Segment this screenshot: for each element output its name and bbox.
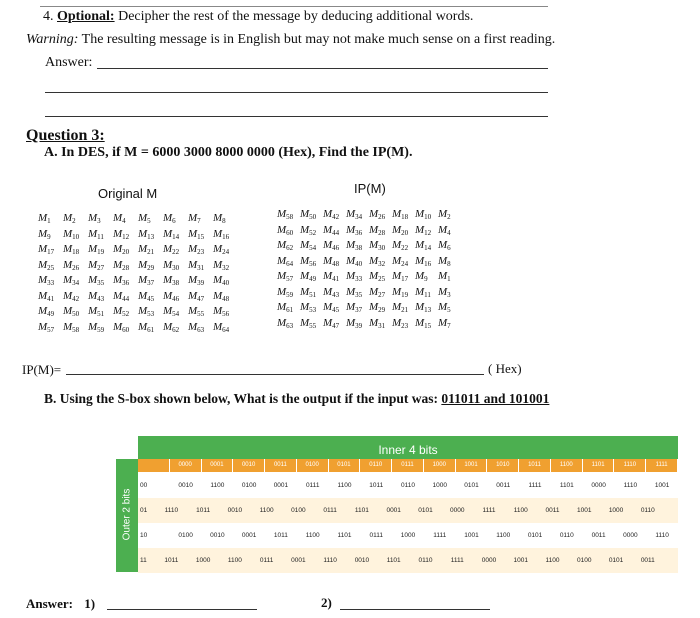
sbox-cell: 0011 bbox=[496, 482, 511, 489]
original-m-cell: $M_{60}$ bbox=[113, 320, 130, 334]
original-m-cell: $M_{53}$ bbox=[138, 305, 155, 318]
sbox-cell: 1100 bbox=[545, 557, 560, 564]
original-m-label: Original M bbox=[98, 186, 158, 201]
ip-m-cell: $M_{50}$ bbox=[300, 208, 317, 221]
sbox-cell: 1100 bbox=[496, 532, 511, 539]
sbox-cell: 0101 bbox=[527, 532, 543, 539]
sbox-cell: 0010 bbox=[210, 532, 225, 539]
sbox-row bbox=[138, 498, 678, 523]
original-m-cell: $M_{38}$ bbox=[163, 274, 180, 287]
top-rule bbox=[40, 6, 548, 7]
sbox-cell: 0001 bbox=[241, 532, 257, 539]
original-m-cell: $M_{63}$ bbox=[188, 320, 205, 334]
outer-bits-bar bbox=[116, 459, 138, 572]
ip-m-cell: $M_{63}$ bbox=[277, 316, 294, 330]
original-m-cell: $M_{41}$ bbox=[38, 289, 55, 303]
q3b-prefix: B. Using the S-box shown below, What is the output if the input was: bbox=[44, 391, 438, 406]
ip-m-cell: $M_{52}$ bbox=[300, 223, 317, 237]
sbox-cell: 1011 bbox=[196, 507, 211, 514]
sbox-cell: 1001 bbox=[464, 532, 479, 539]
original-m-cell: $M_{35}$ bbox=[88, 274, 105, 287]
ip-m-cell: $M_{10}$ bbox=[415, 208, 432, 221]
sbox-column-header: 1110 bbox=[614, 459, 645, 472]
ip-m-cell: $M_{35}$ bbox=[346, 285, 363, 299]
original-m-cell: $M_{40}$ bbox=[213, 274, 230, 287]
sbox-column-header: 1010 bbox=[487, 459, 518, 472]
original-m-cell: $M_3$ bbox=[88, 212, 101, 225]
original-m-cell: $M_5$ bbox=[138, 212, 151, 225]
sbox-column-header: 1111 bbox=[646, 459, 677, 472]
original-m-cell: $M_8$ bbox=[213, 212, 226, 225]
ip-m-cell: $M_{12}$ bbox=[415, 223, 432, 237]
ip-m-cell: $M_{42}$ bbox=[323, 208, 340, 221]
question-3b-text bbox=[44, 391, 549, 407]
original-m-cell: $M_{14}$ bbox=[163, 227, 180, 241]
sbox-cell: 0000 bbox=[449, 507, 465, 514]
ip-m-cell: $M_{28}$ bbox=[369, 223, 386, 237]
original-m-cell: $M_{16}$ bbox=[213, 227, 230, 241]
sbox-cell: 1101 bbox=[337, 532, 352, 539]
original-m-cell: $M_{39}$ bbox=[188, 274, 205, 287]
ip-m-cell: $M_{24}$ bbox=[392, 254, 409, 268]
sbox-cell: 1111 bbox=[433, 532, 447, 539]
question-4 bbox=[43, 9, 473, 25]
sbox-cell: 0000 bbox=[591, 482, 606, 489]
ip-m-cell: $M_{57}$ bbox=[277, 270, 294, 283]
original-m-cell: $M_{51}$ bbox=[88, 305, 105, 318]
sbox-cell: 0111 bbox=[259, 557, 274, 564]
sbox-corner bbox=[138, 459, 169, 472]
original-m-cell: $M_{27}$ bbox=[88, 258, 105, 272]
q4-answer-line-3[interactable] bbox=[45, 116, 548, 117]
sbox-cell: 1000 bbox=[608, 507, 624, 514]
original-m-cell: $M_{29}$ bbox=[138, 258, 155, 272]
ip-m-cell: $M_{33}$ bbox=[346, 270, 363, 283]
ip-m-cell: $M_{30}$ bbox=[369, 239, 386, 252]
original-m-cell: $M_7$ bbox=[188, 212, 201, 225]
sbox-cell: 1110 bbox=[323, 557, 337, 564]
ip-m-cell: $M_{25}$ bbox=[369, 270, 386, 283]
original-m-cell: $M_{64}$ bbox=[213, 320, 230, 334]
original-m-cell: $M_1$ bbox=[38, 212, 51, 225]
ip-m-cell: $M_{55}$ bbox=[300, 316, 317, 330]
sbox-column-header: 1001 bbox=[456, 459, 487, 472]
ip-m-cell: $M_{16}$ bbox=[415, 254, 432, 268]
sbox-row-label: 00 bbox=[140, 482, 148, 489]
question-3a-text: A. In DES, if M = 6000 3000 8000 0000 (Hex), Find the IP(M). bbox=[44, 145, 413, 160]
sbox-cell: 1000 bbox=[195, 557, 211, 564]
ip-m-cell: $M_{17}$ bbox=[392, 270, 409, 283]
sbox-cell: 1100 bbox=[259, 507, 274, 514]
s-box-table bbox=[116, 436, 678, 578]
sbox-cell: 1100 bbox=[305, 532, 320, 539]
sbox-cell: 1101 bbox=[354, 507, 369, 514]
warning bbox=[26, 32, 555, 48]
ip-m-cell: $M_{61}$ bbox=[277, 301, 294, 314]
sbox-cell: 1101 bbox=[559, 482, 574, 489]
ip-m-label: IP(M) bbox=[354, 181, 386, 196]
original-m-cell: $M_{25}$ bbox=[38, 258, 55, 272]
original-m-cell: $M_{31}$ bbox=[188, 258, 205, 272]
original-m-cell: $M_{36}$ bbox=[113, 274, 130, 287]
sbox-column-header: 0101 bbox=[329, 459, 360, 472]
ip-m-cell: $M_{56}$ bbox=[300, 254, 317, 268]
ip-m-cell: $M_{20}$ bbox=[392, 223, 409, 237]
original-m-cell: $M_{15}$ bbox=[188, 227, 205, 241]
original-m-cell: $M_{52}$ bbox=[113, 305, 130, 318]
ip-m-cell: $M_7$ bbox=[438, 316, 451, 330]
sbox-cell: 0100 bbox=[178, 532, 193, 539]
sbox-column-header: 1101 bbox=[583, 459, 614, 472]
ip-m-cell: $M_{15}$ bbox=[415, 316, 432, 330]
sbox-cell: 0000 bbox=[481, 557, 497, 564]
answer-2-line[interactable] bbox=[340, 609, 490, 610]
ip-m-matrix bbox=[277, 208, 497, 338]
sbox-cell: 0110 bbox=[418, 557, 433, 564]
ip-m-cell: $M_{62}$ bbox=[277, 239, 294, 252]
ip-m-cell: $M_{34}$ bbox=[346, 208, 363, 221]
original-m-cell: $M_{32}$ bbox=[213, 258, 230, 272]
original-m-cell: $M_{54}$ bbox=[163, 305, 180, 318]
original-m-cell: $M_{55}$ bbox=[188, 305, 205, 318]
ip-m-cell: $M_{27}$ bbox=[369, 285, 386, 299]
ip-m-cell: $M_{22}$ bbox=[392, 239, 409, 252]
original-m-cell: $M_{24}$ bbox=[213, 243, 230, 256]
sbox-cell: 0011 bbox=[640, 557, 655, 564]
q4-answer-line-2[interactable] bbox=[45, 92, 548, 93]
original-m-cell: $M_{11}$ bbox=[88, 227, 104, 241]
sbox-row-label: 01 bbox=[140, 507, 148, 514]
sbox-cell: 1111 bbox=[482, 507, 496, 514]
sbox-cell: 0001 bbox=[291, 557, 306, 564]
answer-1-num: 1) bbox=[84, 596, 96, 611]
sbox-cell: 0000 bbox=[623, 532, 638, 539]
sbox-cell: 1011 bbox=[273, 532, 288, 539]
ip-m-cell: $M_6$ bbox=[438, 239, 451, 252]
ip-m-cell: $M_{11}$ bbox=[415, 285, 431, 299]
ip-m-cell: $M_{41}$ bbox=[323, 270, 340, 283]
sbox-cell: 0100 bbox=[241, 482, 257, 489]
sbox-cell: 1111 bbox=[450, 557, 464, 564]
original-m-cell: $M_{21}$ bbox=[138, 243, 155, 256]
question-3-title: Question 3: bbox=[26, 127, 105, 144]
original-m-cell: $M_{45}$ bbox=[138, 289, 155, 303]
q4-number: 4. bbox=[43, 9, 54, 24]
ip-m-cell: $M_{39}$ bbox=[346, 316, 363, 330]
sbox-cell: 0010 bbox=[227, 507, 243, 514]
original-m-cell: $M_{46}$ bbox=[163, 289, 180, 303]
ip-m-cell: $M_{23}$ bbox=[392, 316, 409, 330]
original-m-cell: $M_{42}$ bbox=[63, 289, 80, 303]
sbox-cell: 0100 bbox=[291, 507, 306, 514]
ip-m-cell: $M_{59}$ bbox=[277, 285, 294, 299]
original-m-cell: $M_{57}$ bbox=[38, 320, 55, 334]
ip-m-cell: $M_{51}$ bbox=[300, 285, 317, 299]
ip-m-cell: $M_3$ bbox=[438, 285, 451, 299]
ip-m-cell: $M_{32}$ bbox=[369, 254, 386, 268]
ip-m-cell: $M_1$ bbox=[438, 270, 451, 283]
sbox-row bbox=[138, 473, 678, 498]
ipm-answer-line[interactable] bbox=[66, 374, 484, 375]
sbox-cell: 0011 bbox=[591, 532, 606, 539]
original-m-cell: $M_{12}$ bbox=[113, 227, 130, 241]
sbox-cell: 1100 bbox=[337, 482, 352, 489]
original-m-cell: $M_{56}$ bbox=[213, 305, 230, 318]
sbox-cell: 1001 bbox=[513, 557, 528, 564]
original-m-cell: $M_{62}$ bbox=[163, 320, 180, 334]
answer-1-line[interactable] bbox=[107, 609, 257, 610]
sbox-cell: 0111 bbox=[305, 482, 320, 489]
sbox-column-header: 0110 bbox=[360, 459, 391, 472]
ip-m-cell: $M_{46}$ bbox=[323, 239, 340, 252]
ip-m-cell: $M_{13}$ bbox=[415, 301, 432, 314]
original-m-cell: $M_{44}$ bbox=[113, 289, 130, 303]
sbox-column-header: 1011 bbox=[519, 459, 550, 472]
sbox-column-header: 0100 bbox=[297, 459, 328, 472]
sbox-cell: 1110 bbox=[623, 482, 638, 489]
sbox-column-header: 1000 bbox=[424, 459, 455, 472]
original-m-cell: $M_{58}$ bbox=[63, 320, 80, 334]
sbox-row-label: 11 bbox=[140, 557, 147, 564]
outer-bits-label: Outer 2 bits bbox=[121, 488, 133, 541]
sbox-cell: 1011 bbox=[369, 482, 384, 489]
sbox-cell: 1011 bbox=[164, 557, 179, 564]
ip-m-cell: $M_4$ bbox=[438, 223, 451, 237]
original-m-cell: $M_6$ bbox=[163, 212, 176, 225]
answer-2-num: 2) bbox=[321, 595, 332, 610]
original-m-cell: $M_{47}$ bbox=[188, 289, 205, 303]
ip-m-cell: $M_{44}$ bbox=[323, 223, 340, 237]
sbox-cell: 1000 bbox=[400, 532, 416, 539]
ip-m-cell: $M_{18}$ bbox=[392, 208, 409, 221]
original-m-matrix bbox=[38, 212, 258, 342]
ip-m-cell: $M_{49}$ bbox=[300, 270, 317, 283]
ip-m-cell: $M_{45}$ bbox=[323, 301, 340, 314]
ip-m-cell: $M_{54}$ bbox=[300, 239, 317, 252]
sbox-cell: 1110 bbox=[655, 532, 669, 539]
original-m-cell: $M_{13}$ bbox=[138, 227, 155, 241]
sbox-row bbox=[138, 523, 678, 548]
ip-m-cell: $M_{21}$ bbox=[392, 301, 409, 314]
sbox-cell: 0010 bbox=[354, 557, 370, 564]
sbox-cell: 0100 bbox=[577, 557, 592, 564]
original-m-cell: $M_{48}$ bbox=[213, 289, 230, 303]
sbox-cell: 0110 bbox=[400, 482, 415, 489]
sbox-column-header: 0010 bbox=[233, 459, 264, 472]
sbox-cell: 0111 bbox=[369, 532, 383, 539]
warning-text: The resulting message is in English but may not make much sense on a first reading. bbox=[81, 32, 556, 47]
ip-m-cell: $M_{64}$ bbox=[277, 254, 294, 268]
sbox-cell: 1000 bbox=[432, 482, 447, 489]
ip-m-cell: $M_{29}$ bbox=[369, 301, 386, 314]
sbox-column-header: 1100 bbox=[551, 459, 582, 472]
original-m-cell: $M_{30}$ bbox=[163, 258, 180, 272]
original-m-cell: $M_{19}$ bbox=[88, 243, 105, 256]
sbox-column-header: 0001 bbox=[202, 459, 233, 472]
original-m-cell: $M_{23}$ bbox=[188, 243, 205, 256]
ip-m-cell: $M_{58}$ bbox=[277, 208, 294, 221]
q4-answer-line-1[interactable] bbox=[97, 68, 548, 69]
ip-m-cell: $M_{37}$ bbox=[346, 301, 363, 314]
answer-label-text: Answer: bbox=[26, 596, 73, 611]
ip-m-cell: $M_{43}$ bbox=[323, 285, 340, 299]
ip-m-cell: $M_{31}$ bbox=[369, 316, 386, 330]
sbox-column-header: 0011 bbox=[265, 459, 296, 472]
q4-title: Optional: bbox=[57, 9, 115, 24]
original-m-cell: $M_{18}$ bbox=[63, 243, 80, 256]
original-m-cell: $M_{10}$ bbox=[63, 227, 80, 241]
sbox-cell: 0001 bbox=[386, 507, 401, 514]
ip-m-cell: $M_{48}$ bbox=[323, 254, 340, 268]
q4-text: Decipher the rest of the message by deducing additional words. bbox=[118, 9, 474, 24]
ip-m-cell: $M_{36}$ bbox=[346, 223, 363, 237]
ipm-answer-label: IP(M)= bbox=[22, 362, 62, 377]
sbox-cell: 0011 bbox=[545, 507, 560, 514]
original-m-cell: $M_9$ bbox=[38, 227, 51, 241]
sbox-column-header: 0000 bbox=[170, 459, 201, 472]
original-m-cell: $M_{26}$ bbox=[63, 258, 80, 272]
sbox-cell: 0001 bbox=[273, 482, 289, 489]
sbox-cell: 1100 bbox=[227, 557, 242, 564]
original-m-cell: $M_{34}$ bbox=[63, 274, 80, 287]
ip-m-cell: $M_{47}$ bbox=[323, 316, 340, 330]
ip-m-cell: $M_{38}$ bbox=[346, 239, 363, 252]
ip-m-cell: $M_{26}$ bbox=[369, 208, 386, 221]
sbox-cell: 0111 bbox=[323, 507, 337, 514]
inner-bits-header: Inner 4 bits bbox=[138, 436, 678, 459]
q4-answer-label: Answer: bbox=[45, 55, 93, 70]
answer-label bbox=[26, 596, 95, 612]
hex-label: ( Hex) bbox=[488, 361, 522, 376]
sbox-column-header: 0111 bbox=[392, 459, 423, 472]
sbox-cell: 1001 bbox=[577, 507, 592, 514]
original-m-cell: $M_{20}$ bbox=[113, 243, 130, 256]
sbox-cell: 1100 bbox=[210, 482, 225, 489]
ip-m-cell: $M_{60}$ bbox=[277, 223, 294, 237]
q3b-inputs: 011011 and 101001 bbox=[441, 391, 550, 406]
original-m-cell: $M_2$ bbox=[63, 212, 76, 225]
ip-m-cell: $M_{53}$ bbox=[300, 301, 317, 314]
sbox-cell: 1110 bbox=[164, 507, 179, 514]
sbox-row bbox=[138, 548, 678, 573]
sbox-cell: 0110 bbox=[559, 532, 574, 539]
original-m-cell: $M_{59}$ bbox=[88, 320, 105, 334]
original-m-cell: $M_{17}$ bbox=[38, 243, 55, 256]
ip-m-cell: $M_{40}$ bbox=[346, 254, 363, 268]
original-m-cell: $M_{50}$ bbox=[63, 305, 80, 318]
sbox-cell: 1001 bbox=[654, 482, 670, 489]
sbox-cell: 0010 bbox=[178, 482, 193, 489]
sbox-cell: 1111 bbox=[528, 482, 542, 489]
ip-m-cell: $M_{14}$ bbox=[415, 239, 432, 252]
sbox-cell: 1100 bbox=[513, 507, 528, 514]
original-m-cell: $M_{43}$ bbox=[88, 289, 105, 303]
original-m-cell: $M_{37}$ bbox=[138, 274, 155, 287]
original-m-cell: $M_4$ bbox=[113, 212, 126, 225]
sbox-cell: 0101 bbox=[464, 482, 479, 489]
sbox-row-label: 10 bbox=[140, 532, 148, 539]
original-m-cell: $M_{22}$ bbox=[163, 243, 180, 256]
ip-m-cell: $M_{19}$ bbox=[392, 285, 409, 299]
sbox-cell: 0101 bbox=[608, 557, 624, 564]
original-m-cell: $M_{33}$ bbox=[38, 274, 55, 287]
original-m-cell: $M_{61}$ bbox=[138, 320, 155, 334]
sbox-cell: 0110 bbox=[640, 507, 655, 514]
ip-m-cell: $M_8$ bbox=[438, 254, 451, 268]
original-m-cell: $M_{28}$ bbox=[113, 258, 130, 272]
warning-label: Warning: bbox=[26, 32, 79, 47]
ip-m-cell: $M_9$ bbox=[415, 270, 428, 283]
ip-m-cell: $M_2$ bbox=[438, 208, 451, 221]
sbox-cell: 0101 bbox=[418, 507, 433, 514]
sbox-cell: 1101 bbox=[386, 557, 401, 564]
ip-m-cell: $M_5$ bbox=[438, 301, 451, 314]
original-m-cell: $M_{49}$ bbox=[38, 305, 55, 318]
